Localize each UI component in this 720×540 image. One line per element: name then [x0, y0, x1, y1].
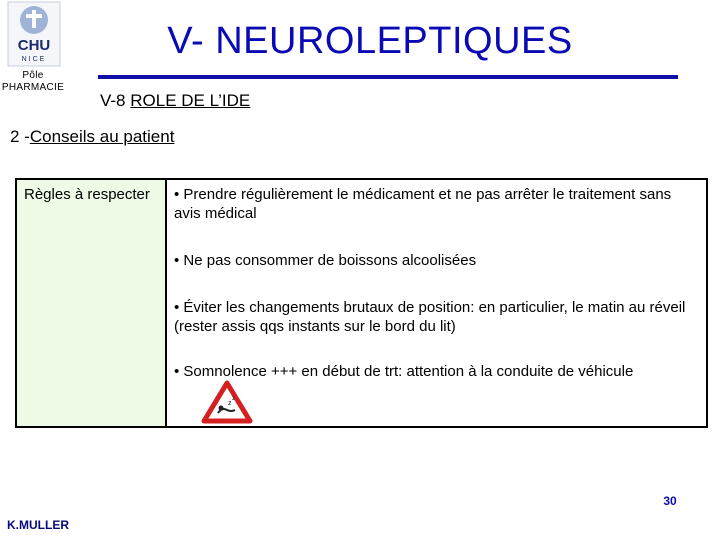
- subsection-heading: [10, 127, 174, 147]
- svg-text:z: z: [228, 400, 232, 407]
- advice-table: [15, 178, 708, 428]
- chu-nice-logo: [6, 0, 62, 70]
- drowsiness-warning-sign-icon: [201, 380, 253, 424]
- advice-item: • Prendre régulièrement le médicament et ne pas arrêter le traitement sans avis médical: [174, 186, 672, 222]
- advice-list-cell: [167, 180, 706, 426]
- advice-item: • Ne pas consommer de boissons alcoolisées: [174, 252, 477, 269]
- page-number: 30: [663, 494, 677, 508]
- logo-nice-text: NICE: [21, 56, 47, 63]
- title-underline-rule: [98, 75, 678, 79]
- subsection-number: 2 -: [10, 127, 30, 146]
- author-name: K.MULLER: [7, 518, 69, 532]
- section-number: V-8: [100, 91, 131, 110]
- rules-label-cell: [17, 180, 167, 426]
- section-title: ROLE DE L’IDE: [130, 91, 251, 110]
- pole-line-2: PHARMACIE: [1, 82, 65, 93]
- rules-label: Règles à respecter: [24, 186, 150, 203]
- section-heading: [100, 91, 250, 111]
- pole-line-1: Pôle: [22, 70, 44, 81]
- slide-title: V- NEUROLEPTIQUES: [167, 20, 573, 62]
- logo-chu-text: CHU: [17, 37, 51, 54]
- pole-label: [0, 70, 66, 94]
- advice-item: • Somnolence +++ en début de trt: attention à la conduite de véhicule: [174, 363, 634, 380]
- subsection-title: Conseils au patient: [29, 127, 175, 146]
- svg-text:z: z: [232, 396, 235, 402]
- advice-item: • Éviter les changements brutaux de position: en particulier, le matin au réveil (rester assis qqs instants sur le bord du lit): [174, 299, 686, 335]
